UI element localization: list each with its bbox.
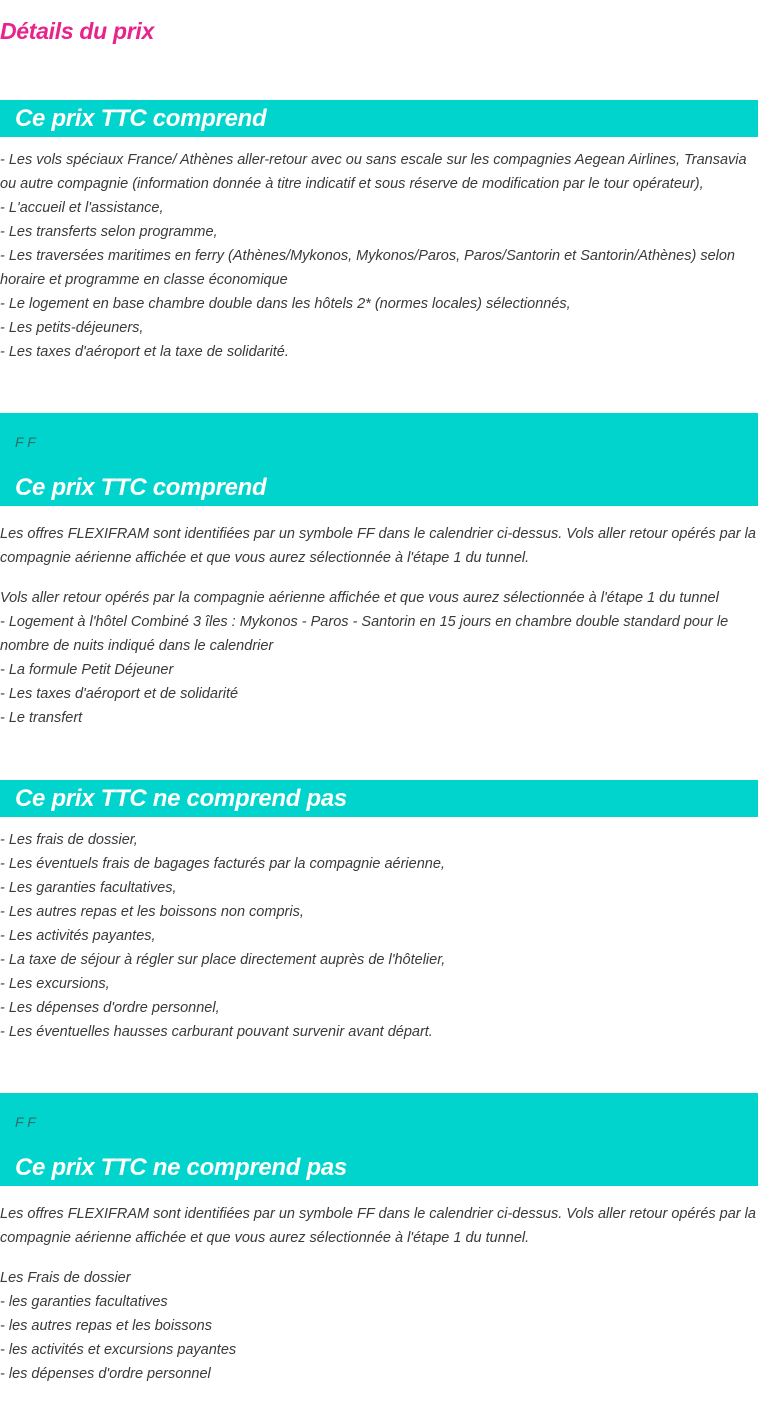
list-item: - Les frais de dossier, [0,832,138,848]
section-intro: Les offres FLEXIFRAM sont identifiées par un symbole FF dans le calendrier ci-dessus. Vols aller retour opérés par la compagnie aérienne affichée et que vous aurez sélectionnée à l'étape 1 du tunnel. [0,526,756,566]
section-heading: Ce prix TTC comprend [15,474,267,501]
section-body [0,148,758,364]
section-heading: Ce prix TTC ne comprend pas [15,1154,347,1181]
list-item: - Les éventuelles hausses carburant pouvant survenir avant départ. [0,1024,433,1040]
section-heading: Ce prix TTC comprend [15,105,267,132]
list-item: - les dépenses d'ordre personnel [0,1366,211,1382]
section-heading: Ce prix TTC ne comprend pas [15,785,347,812]
section-body [0,522,758,730]
list-item: - Les excursions, [0,976,110,992]
flexifram-tag: F F [15,1114,36,1130]
section-ff-excludes [0,1093,758,1386]
list-item: - Les taxes d'aéroport et la taxe de solidarité. [0,344,289,360]
section-excludes [0,780,758,1044]
list-item: - les autres repas et les boissons [0,1318,212,1334]
list-item: - Les éventuels frais de bagages facturés par la compagnie aérienne, [0,856,445,872]
list-item: - Logement à l'hôtel Combiné 3 îles : Mykonos - Paros - Santorin en 15 jours en chambre double standard pour le nombre de nuits indiqué dans le calendrier [0,614,729,654]
list-item: - Les traversées maritimes en ferry (Athènes/Mykonos, Mykonos/Paros, Paros/Santorin et Santorin/Athènes) selon horaire et programme en classe économique [0,248,735,288]
section-includes [0,100,758,364]
list-item: - Les activités payantes, [0,928,156,944]
section-header-band [0,413,758,506]
section-body [0,828,758,1044]
flexifram-tag: F F [15,434,36,450]
section-intro: Les offres FLEXIFRAM sont identifiées par un symbole FF dans le calendrier ci-dessus. Vols aller retour opérés par la compagnie aérienne affichée et que vous aurez sélectionnée à l'étape 1 du tunnel. [0,1206,756,1246]
list-item: Les Frais de dossier [0,1270,131,1286]
list-item: - les garanties facultatives [0,1294,168,1310]
list-item: Vols aller retour opérés par la compagnie aérienne affichée et que vous aurez sélectionnée à l'étape 1 du tunnel [0,590,719,606]
list-item: - Les vols spéciaux France/ Athènes aller-retour avec ou sans escale sur les compagnies Aegean Airlines, Transavia ou autre compagnie (information donnée à titre indicatif et sous réserve de modification par le tour opérateur), [0,152,747,192]
list-item: - Le logement en base chambre double dans les hôtels 2* (normes locales) sélectionnés, [0,296,571,312]
list-item: - La formule Petit Déjeuner [0,662,174,678]
list-item: - Les autres repas et les boissons non compris, [0,904,304,920]
section-header-band [0,780,758,817]
list-item: - La taxe de séjour à régler sur place directement auprès de l'hôtelier, [0,952,446,968]
list-item: - les activités et excursions payantes [0,1342,237,1358]
list-item: - Les transferts selon programme, [0,224,218,240]
section-header-band [0,1093,758,1186]
list-item: - L'accueil et l'assistance, [0,200,164,216]
list-item: - Les petits-déjeuners, [0,320,144,336]
section-ff-includes [0,413,758,730]
list-item: - Les garanties facultatives, [0,880,177,896]
list-item: - Les taxes d'aéroport et de solidarité [0,686,239,702]
section-body [0,1202,758,1386]
list-item: - Le transfert [0,710,83,726]
page-title: Détails du prix [0,18,154,44]
list-item: - Les dépenses d'ordre personnel, [0,1000,220,1016]
section-header-band [0,100,758,137]
